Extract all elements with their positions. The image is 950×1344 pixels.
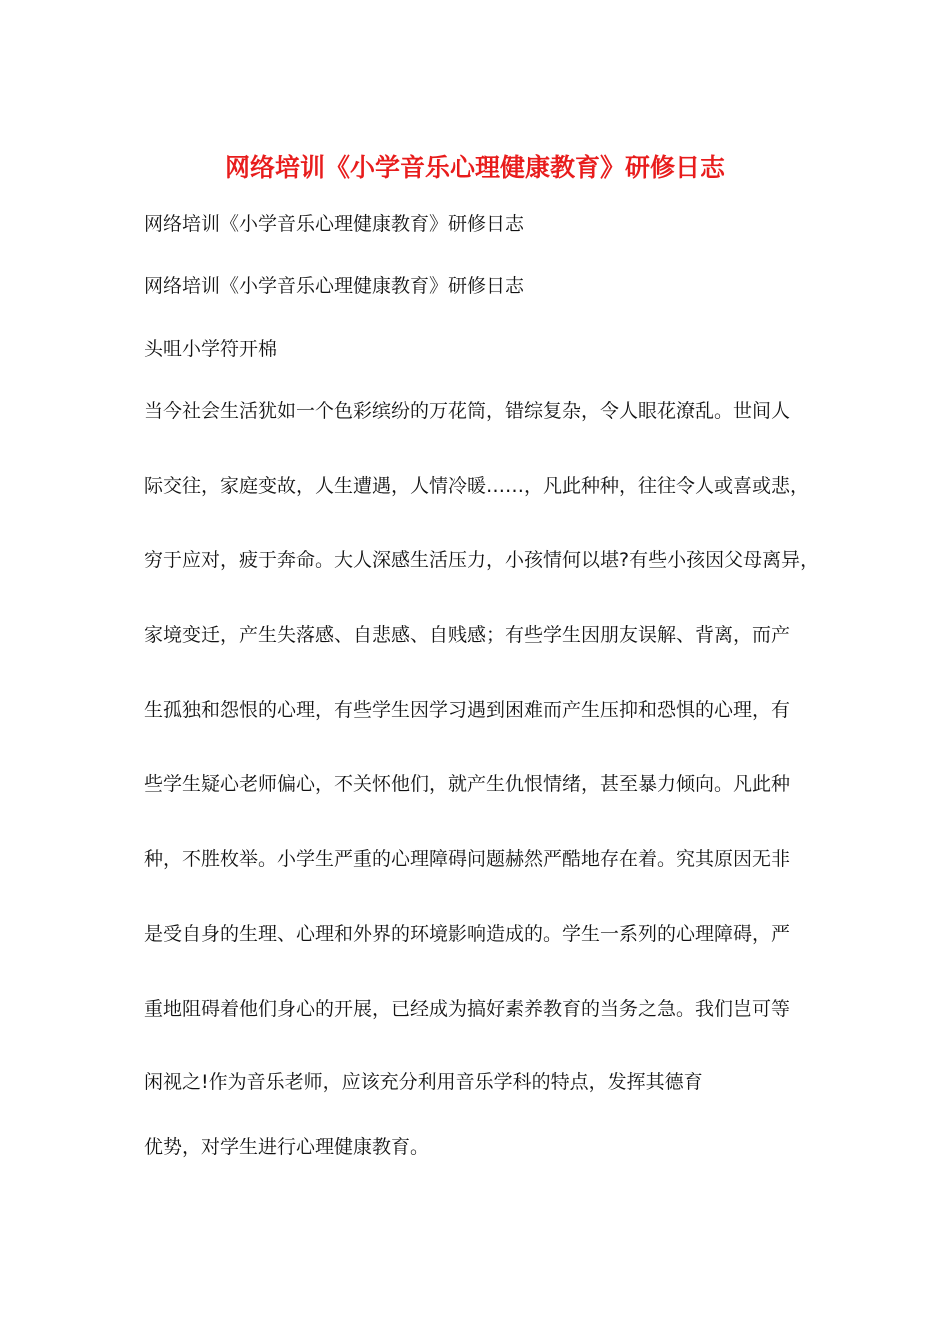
body-line: 生孤独和怨恨的心理，有些学生因学习遇到困难而产生压抑和恐惧的心理，有 (144, 699, 791, 721)
subtitle-line-1: 网络培训《小学音乐心理健康教育》研修日志 (144, 213, 525, 235)
subtitle-line-2: 网络培训《小学音乐心理健康教育》研修日志 (144, 275, 525, 297)
body-line: 种，不胜枚举。小学生严重的心理障碍问题赫然严酷地存在着。究其原因无非 (144, 848, 791, 870)
body-line: 些学生疑心老师偏心，不关怀他们，就产生仇恨情绪，甚至暴力倾向。凡此种 (144, 773, 791, 795)
body-line: 当今社会生活犹如一个色彩缤纷的万花筒，错综复杂，令人眼花潦乱。世间人 (144, 400, 791, 422)
body-line: 重地阻碍着他们身心的开展，已经成为搞好素养教育的当务之急。我们岂可等 (144, 998, 791, 1020)
body-line: 闲视之!作为音乐老师，应该充分利用音乐学科的特点，发挥其德育 (144, 1071, 703, 1093)
body-line: 穷于应对，疲于奔命。大人深感生活压力，小孩情何以堪?有些小孩因父母离异， (144, 549, 820, 571)
body-line: 优势，对学生进行心理健康教育。 (144, 1136, 430, 1158)
body-line: 际交往，家庭变故，人生遭遇，人情冷暖……，凡此种种，往往令人或喜或悲， (144, 475, 810, 497)
document-title: 网络培训《小学音乐心理健康教育》研修日志 (224, 153, 725, 182)
body-line: 是受自身的生理、心理和外界的环境影响造成的。学生一系列的心理障碍，严 (144, 923, 791, 945)
author-line: 头咀小学符开棉 (144, 338, 278, 360)
body-line: 家境变迁，产生失落感、自悲感、自贱感；有些学生因朋友误解、背离，而产 (144, 624, 791, 646)
